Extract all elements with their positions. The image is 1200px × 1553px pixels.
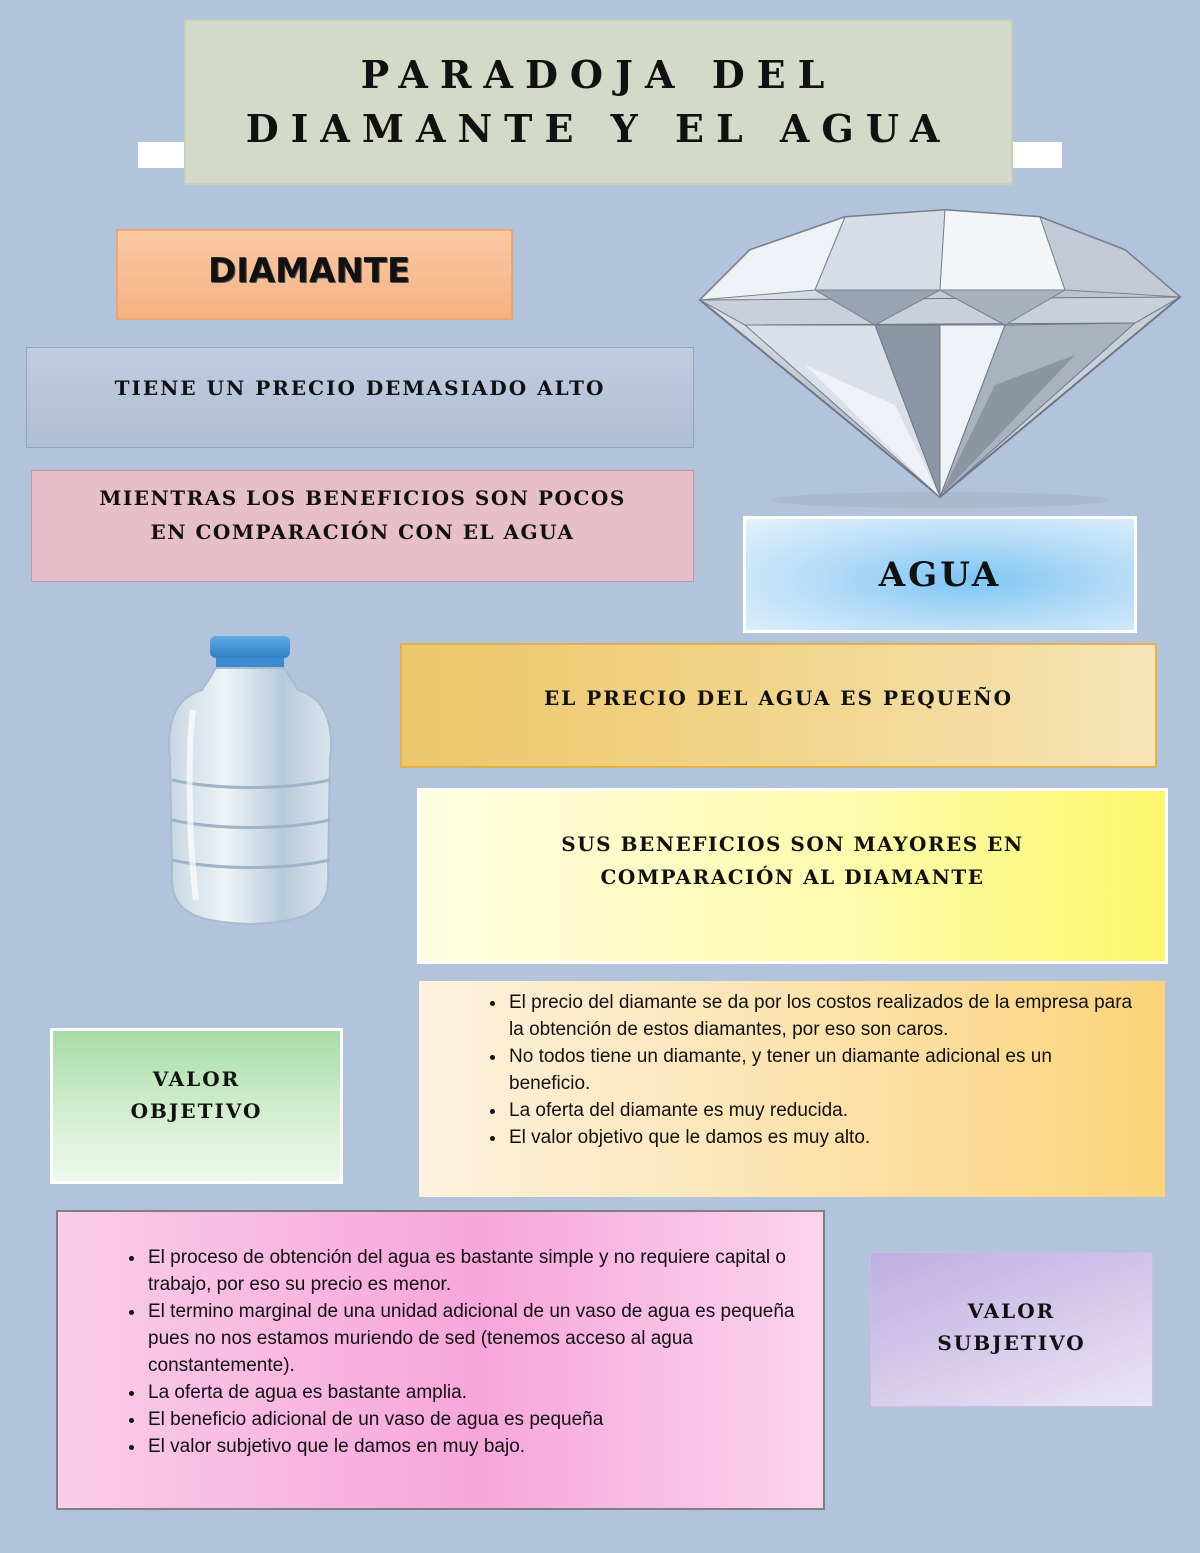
valor-objetivo-line-2: OBJETIVO bbox=[130, 1099, 263, 1123]
valor-subjetivo-list-box bbox=[56, 1210, 825, 1510]
list-item: • El proceso de obtención del agua es bastante simple y no requiere capital o trabajo, por eso su precio es menor. bbox=[146, 1244, 799, 1298]
list-item: • El precio del diamante se da por los costos realizados de la empresa para la obtención de estos diamantes, por eso son caros. bbox=[507, 989, 1135, 1043]
agua-label bbox=[743, 516, 1137, 633]
list-item: • La oferta del diamante es muy reducida. bbox=[507, 1097, 1135, 1124]
list-item: • El termino marginal de una unidad adicional de un vaso de agua es pequeña pues no nos estamos muriendo de sed (tenemos acceso al agua constantemente). bbox=[146, 1298, 799, 1379]
valor-objetivo-list bbox=[419, 989, 1135, 1151]
agua-beneficios-box bbox=[417, 788, 1168, 964]
diamante-label: DIAMANTE bbox=[116, 229, 513, 320]
valor-subjetivo-line-2: SUBJETIVO bbox=[937, 1330, 1086, 1355]
page-title bbox=[184, 19, 1013, 185]
title-line-1: PARADOJA DEL bbox=[360, 52, 837, 97]
title-line-2: DIAMANTE Y EL AGUA bbox=[245, 106, 952, 151]
valor-objetivo-label bbox=[50, 1028, 343, 1184]
valor-subjetivo-list bbox=[58, 1244, 799, 1460]
diamante-precio-text: TIENE UN PRECIO DEMASIADO ALTO bbox=[114, 375, 606, 400]
valor-subjetivo-label bbox=[870, 1252, 1153, 1407]
valor-objetivo-line-1: VALOR bbox=[152, 1067, 241, 1091]
list-item: • El valor subjetivo que le damos en muy bajo. bbox=[146, 1433, 799, 1460]
agua-precio-text: EL PRECIO DEL AGUA ES PEQUEÑO bbox=[543, 685, 1014, 710]
list-item: • La oferta de agua es bastante amplia. bbox=[146, 1379, 799, 1406]
valor-subjetivo-line-1: VALOR bbox=[967, 1298, 1056, 1323]
agua-beneficios-line-1: SUS BENEFICIOS SON MAYORES EN bbox=[561, 832, 1024, 856]
valor-objetivo-list-box bbox=[419, 981, 1165, 1197]
list-item: • El beneficio adicional de un vaso de agua es pequeña bbox=[146, 1406, 799, 1433]
diamante-beneficios-box bbox=[31, 470, 694, 582]
list-item: • No todos tiene un diamante, y tener un diamante adicional es un beneficio. bbox=[507, 1043, 1135, 1097]
agua-precio-box bbox=[400, 643, 1157, 768]
water-bottle-icon bbox=[158, 630, 343, 930]
diamond-icon bbox=[695, 205, 1185, 510]
agua-beneficios-line-2: COMPARACIÓN AL DIAMANTE bbox=[600, 865, 985, 889]
list-item: • El valor objetivo que le damos es muy alto. bbox=[507, 1124, 1135, 1151]
diamante-precio-box bbox=[26, 347, 694, 448]
diamante-beneficios-line-2: EN COMPARACIÓN CON EL AGUA bbox=[150, 520, 575, 544]
agua-label-text: AGUA bbox=[878, 554, 1002, 595]
diamante-beneficios-line-1: MIENTRAS LOS BENEFICIOS SON POCOS bbox=[99, 486, 626, 510]
